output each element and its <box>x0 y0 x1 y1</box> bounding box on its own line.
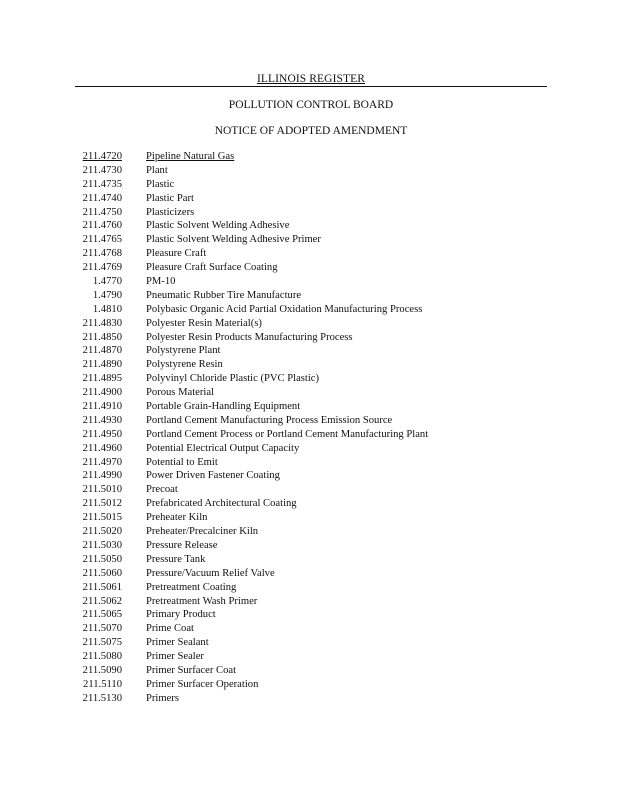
list-item <box>60 483 560 497</box>
list-item <box>60 219 560 233</box>
defined-term: Potential Electrical Output Capacity <box>146 442 300 454</box>
defined-term: Primary Product <box>146 609 216 621</box>
defined-term: Polystyrene Plant <box>146 345 221 357</box>
defined-term: Primer Surfacer Coat <box>146 664 237 676</box>
list-item <box>60 331 560 345</box>
section-number: 211.5070 <box>82 623 122 635</box>
defined-term: Polyester Resin Material(s) <box>146 317 262 329</box>
list-item <box>60 469 560 483</box>
section-number: 211.4730 <box>82 164 122 176</box>
list-item <box>60 289 560 303</box>
section-number: 211.5050 <box>82 553 122 565</box>
list-item <box>60 595 560 609</box>
defined-term: Polystyrene Resin <box>146 359 223 371</box>
list-item <box>60 372 560 386</box>
defined-term: Potential to Emit <box>146 456 218 468</box>
list-item <box>60 525 560 539</box>
section-number: 211.5130 <box>82 692 122 704</box>
section-number: 211.4769 <box>82 262 122 274</box>
list-item <box>60 386 560 400</box>
section-number: 211.4970 <box>82 456 122 468</box>
section-number: 211.4910 <box>82 401 122 413</box>
section-number: 211.5060 <box>82 567 122 579</box>
defined-term: Plant <box>146 164 168 176</box>
defined-term: Plastic <box>146 178 175 190</box>
list-item <box>60 636 560 650</box>
section-number: 211.5110 <box>83 678 122 690</box>
defined-term: Polybasic Organic Acid Partial Oxidation Manufacturing Process <box>146 303 423 315</box>
defined-term: Primer Surfacer Operation <box>146 678 259 690</box>
section-number: 211.5010 <box>82 484 122 496</box>
list-item <box>60 497 560 511</box>
section-number: 211.4760 <box>82 220 122 232</box>
defined-term: Plasticizers <box>146 206 195 218</box>
section-number: 211.4750 <box>82 206 122 218</box>
defined-term: Preheater Kiln <box>146 512 208 524</box>
section-number: 211.4765 <box>82 234 122 246</box>
list-item <box>60 247 560 261</box>
defined-term: Pretreatment Coating <box>146 581 237 593</box>
board-name: POLLUTION CONTROL BOARD <box>228 99 394 111</box>
section-number: 211.5012 <box>82 498 122 510</box>
defined-term: Plastic Solvent Welding Adhesive Primer <box>146 234 321 246</box>
list-item <box>60 456 560 470</box>
list-item <box>60 539 560 553</box>
defined-term: Preheater/Precalciner Kiln <box>146 526 259 538</box>
list-item <box>60 608 560 622</box>
section-number: 211.5015 <box>82 512 122 524</box>
defined-term: Pressure Release <box>146 539 218 551</box>
section-number: 211.5030 <box>82 539 122 551</box>
list-item <box>60 206 560 220</box>
section-number: 211.5061 <box>82 581 122 593</box>
section-number: 211.5062 <box>82 595 122 607</box>
list-item <box>60 678 560 692</box>
section-number: 211.4990 <box>82 470 122 482</box>
defined-term: Prefabricated Architectural Coating <box>146 498 297 510</box>
section-number: 211.5075 <box>82 637 122 649</box>
list-item <box>60 442 560 456</box>
defined-term: Polyvinyl Chloride Plastic (PVC Plastic) <box>146 373 320 385</box>
defined-term: Pretreatment Wash Primer <box>146 595 258 607</box>
section-number: 211.5090 <box>82 664 122 676</box>
section-number: 211.4830 <box>82 317 122 329</box>
defined-term: Pneumatic Rubber Tire Manufacture <box>146 289 302 301</box>
list-item <box>60 650 560 664</box>
list-item <box>60 428 560 442</box>
defined-term: Polyester Resin Products Manufacturing Process <box>146 331 353 343</box>
list-item <box>60 414 560 428</box>
list-item <box>60 358 560 372</box>
defined-term: Pressure Tank <box>146 553 206 565</box>
section-number: 1.4790 <box>92 289 122 301</box>
definitions-list <box>60 150 560 706</box>
header-rule <box>75 86 547 87</box>
defined-term: Porous Material <box>146 387 214 399</box>
list-item <box>60 553 560 567</box>
list-item <box>60 400 560 414</box>
list-item <box>60 303 560 317</box>
register-title: ILLINOIS REGISTER <box>256 73 366 85</box>
defined-term: Primer Sealer <box>146 651 204 663</box>
notice-title: NOTICE OF ADOPTED AMENDMENT <box>214 125 408 137</box>
section-number: 211.5080 <box>82 651 122 663</box>
list-item <box>60 192 560 206</box>
defined-term: Primers <box>146 692 179 704</box>
defined-term: Pressure/Vacuum Relief Valve <box>146 567 275 579</box>
defined-term: Plastic Part <box>146 192 194 204</box>
defined-term: Pleasure Craft Surface Coating <box>146 262 278 274</box>
defined-term: Primer Sealant <box>146 637 209 649</box>
defined-term: Portable Grain-Handling Equipment <box>146 401 301 413</box>
section-number: 1.4770 <box>92 276 122 288</box>
section-number: 211.4930 <box>82 414 122 426</box>
section-number: 211.5065 <box>82 609 122 621</box>
section-number: 211.5020 <box>82 526 122 538</box>
list-item <box>60 622 560 636</box>
section-number: 211.4895 <box>82 373 122 385</box>
defined-term: Pipeline Natural Gas <box>146 151 235 162</box>
defined-term: Precoat <box>146 484 178 496</box>
list-item <box>60 275 560 289</box>
section-number: 211.4870 <box>82 345 122 357</box>
list-item <box>60 164 560 178</box>
list-item <box>60 233 560 247</box>
section-number: 211.4768 <box>82 248 122 260</box>
section-number: 211.4720 <box>82 151 122 162</box>
section-number: 211.4850 <box>82 331 122 343</box>
list-item <box>60 567 560 581</box>
defined-term: PM-10 <box>146 276 176 288</box>
list-item <box>60 692 560 706</box>
defined-term: Prime Coat <box>146 623 194 635</box>
section-number: 211.4960 <box>82 442 122 454</box>
defined-term: Plastic Solvent Welding Adhesive <box>146 220 290 232</box>
defined-term: Power Driven Fastener Coating <box>146 470 280 482</box>
section-number: 1.4810 <box>92 303 122 315</box>
defined-term: Portland Cement Manufacturing Process Emission Source <box>146 414 393 426</box>
list-item <box>60 150 560 164</box>
defined-term: Portland Cement Process or Portland Cement Manufacturing Plant <box>146 428 429 440</box>
list-item <box>60 317 560 331</box>
section-number: 211.4740 <box>82 192 122 204</box>
list-item <box>60 511 560 525</box>
list-item <box>60 261 560 275</box>
section-number: 211.4950 <box>82 428 122 440</box>
defined-term: Pleasure Craft <box>146 248 207 260</box>
list-item <box>60 664 560 678</box>
section-number: 211.4890 <box>82 359 122 371</box>
list-item <box>60 581 560 595</box>
section-number: 211.4735 <box>82 178 122 190</box>
section-number: 211.4900 <box>82 387 122 399</box>
document-header <box>75 72 547 138</box>
list-item <box>60 344 560 358</box>
list-item <box>60 178 560 192</box>
